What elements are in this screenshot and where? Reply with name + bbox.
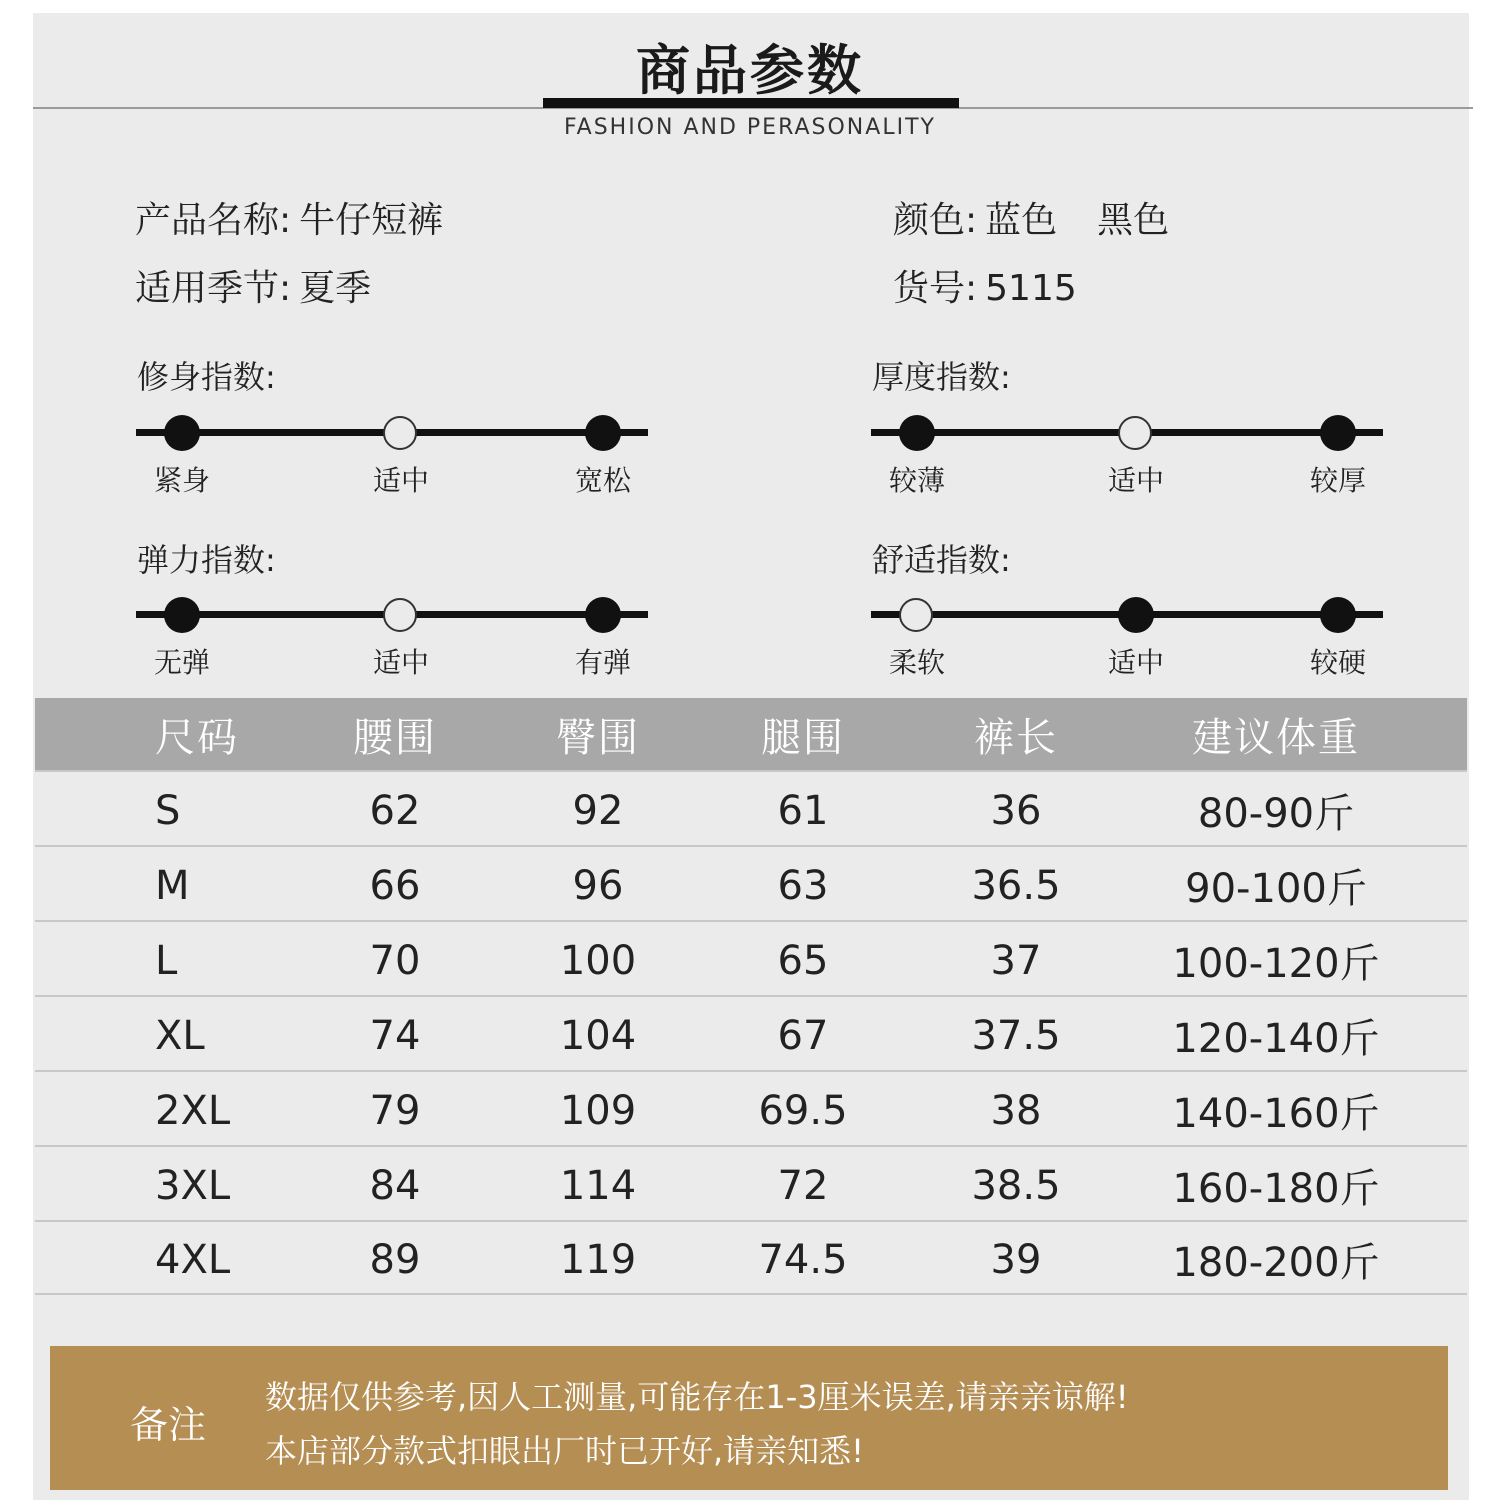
filled-dot-icon [1320,415,1356,451]
note-box [50,1346,1448,1490]
scale-option-label: 宽松 [574,464,632,497]
table-row [35,845,1467,920]
filled-dot-icon [585,597,621,633]
elasticity-index-label: 弹力指数: [137,541,276,579]
hip-cell: 92 [572,787,624,834]
weight-cell: 120-140斤 [1172,1016,1380,1062]
scale-option-label: 较薄 [888,464,946,497]
sku-label: 货号: [893,268,978,309]
color-label: 颜色: [893,200,978,241]
thickness-index-scale [871,413,1383,497]
filled-dot-icon [1320,597,1356,633]
size-cell: 4XL [155,1236,231,1283]
length-cell: 36.5 [971,862,1061,909]
length-cell: 37 [990,937,1042,984]
size-cell: L [155,937,178,984]
product-name-value: 牛仔短裤 [299,200,444,241]
scale-option-label: 柔软 [888,646,946,679]
length-cell: 37.5 [971,1012,1061,1059]
filled-dot-icon [164,415,200,451]
weight-cell: 140-160斤 [1172,1091,1380,1137]
note-title: 备注 [130,1403,207,1447]
scale-option-label: 较厚 [1309,464,1367,497]
weight-cell: 100-120斤 [1172,941,1380,987]
comfort-index-scale [871,595,1383,679]
season-value: 夏季 [299,268,372,309]
waist-cell: 74 [369,1012,421,1059]
hip-cell: 96 [572,862,624,909]
scale-option-label: 适中 [1107,646,1165,679]
page-title: 商品参数 [636,39,864,102]
filled-dot-icon [164,597,200,633]
table-row [35,995,1467,1070]
length-cell: 39 [990,1236,1042,1283]
color-row [893,192,1169,243]
fit-index-scale [136,413,648,497]
sku-row [893,260,1077,311]
color-value-black: 黑色 [1097,200,1170,241]
waist-cell: 79 [369,1087,421,1134]
scale-option-label: 有弹 [574,646,632,679]
thigh-cell: 69.5 [758,1087,848,1134]
page-subtitle: FASHION AND PERASONALITY [564,115,936,140]
header-weight: 建议体重 [1192,714,1360,761]
waist-cell: 89 [369,1236,421,1283]
comfort-index-label: 舒适指数: [872,541,1011,579]
length-cell: 38.5 [971,1162,1061,1209]
size-cell: XL [155,1012,205,1059]
hollow-dot-icon [1118,416,1152,450]
scale-option-label: 较硬 [1309,646,1367,679]
hip-cell: 119 [559,1236,637,1283]
weight-cell: 80-90斤 [1197,791,1355,837]
table-row [35,1145,1467,1220]
filled-dot-icon [1118,597,1154,633]
scale-option-label: 适中 [1107,464,1165,497]
weight-cell: 160-180斤 [1172,1166,1380,1212]
size-cell: 3XL [155,1162,231,1209]
waist-cell: 84 [369,1162,421,1209]
weight-cell: 90-100斤 [1185,866,1367,912]
waist-cell: 66 [369,862,421,909]
hollow-dot-icon [383,416,417,450]
scale-option-label: 无弹 [153,646,211,679]
table-row [35,1070,1467,1145]
filled-dot-icon [899,415,935,451]
thigh-cell: 67 [777,1012,829,1059]
thigh-cell: 63 [777,862,829,909]
header-size: 尺码 [155,714,239,761]
waist-cell: 70 [369,937,421,984]
color-value-blue: 蓝色 [985,200,1058,241]
hip-cell: 114 [559,1162,637,1209]
note-line-2: 本店部分款式扣眼出厂时已开好,请亲知悉! [265,1432,865,1470]
size-cell: 2XL [155,1087,231,1134]
note-line-1: 数据仅供参考,因人工测量,可能存在1-3厘米误差,请亲亲谅解! [265,1378,1129,1416]
elasticity-index-scale [136,595,648,679]
hip-cell: 104 [559,1012,637,1059]
table-row [35,1220,1467,1295]
size-table [35,698,1467,1295]
season-row [135,260,371,311]
weight-cell: 180-200斤 [1172,1240,1380,1286]
header-length: 裤长 [974,714,1058,761]
thigh-cell: 74.5 [758,1236,848,1283]
thigh-cell: 61 [777,787,829,834]
size-table-body [35,770,1467,1295]
hip-cell: 100 [559,937,637,984]
size-cell: M [155,862,190,909]
table-row [35,920,1467,995]
thigh-cell: 72 [777,1162,829,1209]
header-waist: 腰围 [353,714,437,761]
scale-option-label: 紧身 [153,464,211,497]
header-hip: 臀围 [556,714,640,761]
season-label: 适用季节: [135,268,292,309]
thigh-cell: 65 [777,937,829,984]
size-table-header [35,698,1467,770]
filled-dot-icon [585,415,621,451]
sku-value: 5115 [985,268,1077,309]
header-thigh: 腿围 [761,714,845,761]
product-name-label: 产品名称: [135,200,292,241]
table-row [35,770,1467,845]
product-name-row [135,192,443,243]
size-cell: S [155,787,181,834]
hollow-dot-icon [899,598,933,632]
scale-option-label: 适中 [372,464,430,497]
scale-option-label: 适中 [372,646,430,679]
thickness-index-label: 厚度指数: [872,358,1011,396]
fit-index-label: 修身指数: [137,358,276,396]
length-cell: 36 [990,787,1042,834]
length-cell: 38 [990,1087,1042,1134]
waist-cell: 62 [369,787,421,834]
hollow-dot-icon [383,598,417,632]
hip-cell: 109 [559,1087,637,1134]
